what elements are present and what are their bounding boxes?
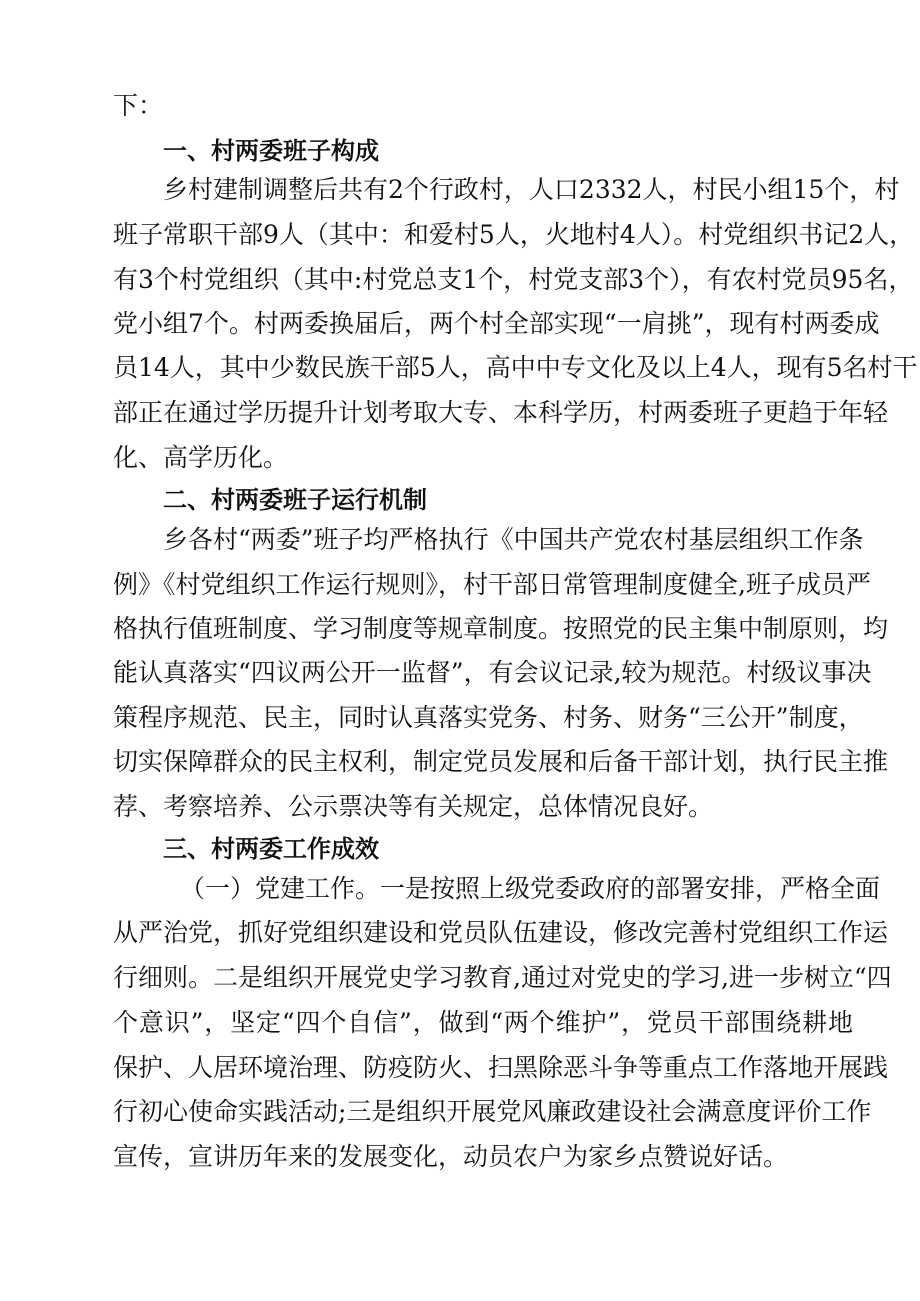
paragraph-line: 化、高学历化。 bbox=[113, 443, 289, 472]
paragraph-line: 乡各村“两委”班子均严格执行《中国共产党农村基层组织工作条 bbox=[163, 525, 864, 554]
paragraph-line: 部正在通过学历提升计划考取大专、本科学历，村两委班子更趋于年轻 bbox=[113, 398, 889, 427]
paragraph-line: 行细则。二是组织开展党史学习教育,通过对党史的学习,进一步树立“四 bbox=[113, 963, 892, 992]
paragraph-line: 党小组7个。村两委换届后，两个村全部实现“一肩挑”，现有村两委成 bbox=[113, 309, 880, 338]
paragraph-line: 员14人，其中少数民族干部5人，高中中专文化及以上4人，现有5名村干 bbox=[113, 353, 918, 382]
section-heading-1: 一、村两委班子构成 bbox=[163, 137, 379, 165]
section-heading-2: 二、村两委班子运行机制 bbox=[163, 486, 427, 514]
paragraph-line: 策程序规范、民主，同时认真落实党务、村务、财务“三公开”制度， bbox=[113, 703, 864, 732]
paragraph-line: 从严治党，抓好党组织建设和党员队伍建设，修改完善村党组织工作运 bbox=[113, 918, 889, 947]
section-heading-3: 三、村两委工作成效 bbox=[163, 835, 379, 863]
paragraph-line: （一）党建工作。一是按照上级党委政府的部署安排，严格全面 bbox=[180, 874, 881, 903]
paragraph-line: 有3个村党组织（其中:村党总支1个，村党支部3个），有农村党员95名， bbox=[113, 265, 914, 294]
paragraph-line: 乡村建制调整后共有2个行政村，人口2332人，村民小组15个，村 bbox=[163, 175, 900, 204]
paragraph-line: 个意识”，坚定“四个自信”，做到“两个维护”，党员干部围绕耕地 bbox=[113, 1008, 853, 1037]
paragraph-line: 班子常职干部9人（其中：和爱村5人，火地村4人）。村党组织书记2人， bbox=[113, 220, 915, 249]
paragraph-line: 荐、考察培养、公示票决等有关规定，总体情况良好。 bbox=[113, 792, 714, 821]
paragraph-line: 例》《村党组织工作运行规则》，村干部日常管理制度健全,班子成员严 bbox=[113, 570, 871, 599]
paragraph-line: 切实保障群众的民主权利，制定党员发展和后备干部计划，执行民主推 bbox=[113, 747, 889, 776]
paragraph-line: 格执行值班制度、学习制度等规章制度。按照党的民主集中制原则，均 bbox=[113, 614, 889, 643]
paragraph-line: 能认真落实“四议两公开一监督”，有会议记录,较为规范。村级议事决 bbox=[113, 658, 872, 687]
paragraph-line: 宣传，宣讲历年来的发展变化，动员农户为家乡点赞说好话。 bbox=[113, 1142, 789, 1171]
paragraph-line: 保护、人居环境治理、防疫防火、扫黑除恶斗争等重点工作落地开展践 bbox=[113, 1053, 889, 1082]
paragraph-line: 行初心使命实践活动;三是组织开展党风廉政建设社会满意度评价工作 bbox=[113, 1097, 872, 1126]
text-line: 下： bbox=[113, 91, 164, 120]
